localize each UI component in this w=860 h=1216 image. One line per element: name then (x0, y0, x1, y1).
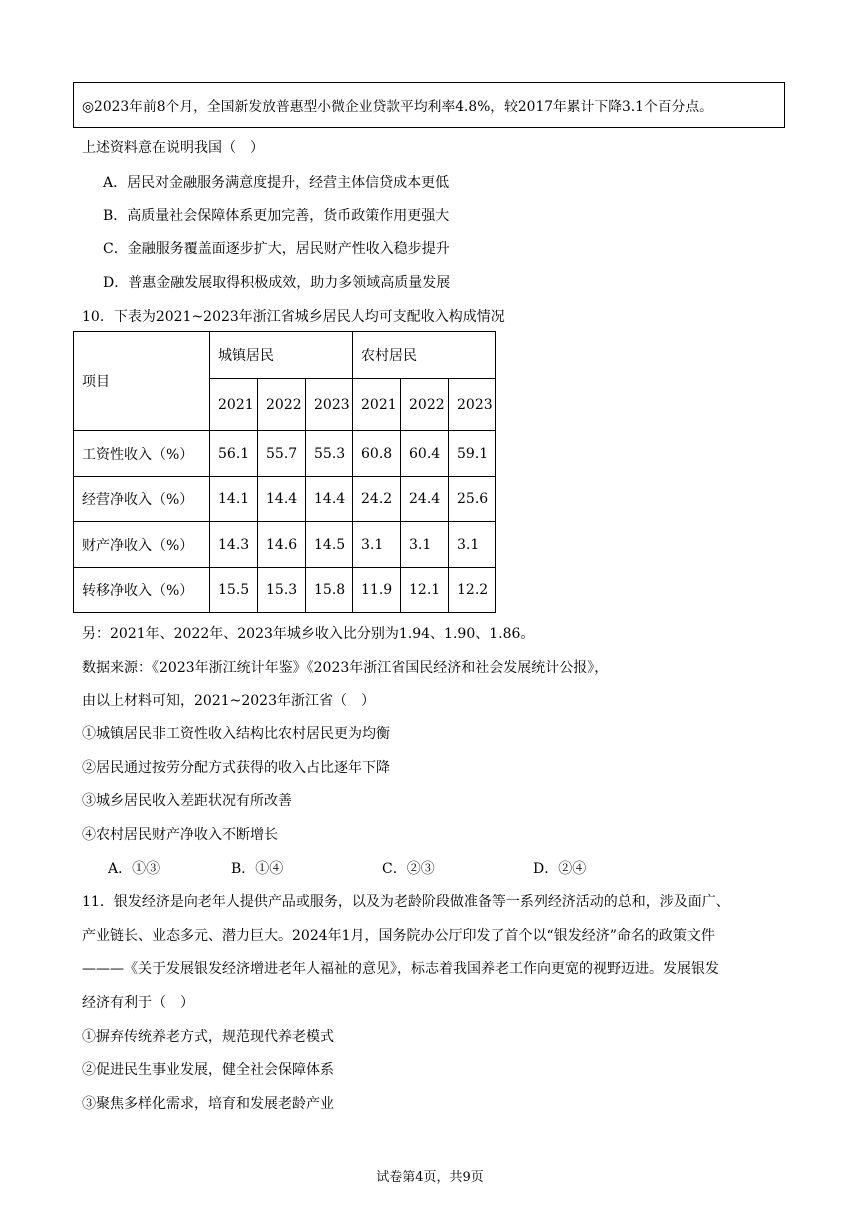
table-cell: 25.6 (449, 477, 496, 522)
q9-option-b[interactable]: B．高质量社会保障体系更加完善，货币政策作用更强大 (103, 208, 450, 224)
table-row (74, 568, 496, 613)
q10-title: 10．下表为2021~2023年浙江省城乡居民人均可支配收入构成情况 (82, 309, 505, 325)
table-cell: 11.9 (353, 568, 401, 613)
q10-note-source: 数据来源：《2023年浙江统计年鉴》《2023年浙江省国民经济和社会发展统计公报》， (82, 660, 609, 676)
q11-item-2: ②促进民生事业发展，健全社会保障体系 (82, 1062, 334, 1078)
table-cell: 59.1 (449, 431, 496, 477)
table-cell: 55.7 (258, 431, 306, 477)
table-cell: 14.6 (258, 522, 306, 568)
q9-material-text: ◎2023年前8个月，全国新发放普惠型小微企业贷款平均利率4.8%，较2017年累计下降3.1个百分点。 (82, 99, 713, 115)
q11-text-line-4: 经济有利于（ ） (82, 995, 194, 1011)
table-cell: 14.4 (306, 477, 353, 522)
q10-choice-a[interactable]: A．①③ (108, 861, 161, 877)
q11-item-1: ①摒弃传统养老方式，规范现代养老模式 (82, 1029, 334, 1045)
table-cell: 3.1 (401, 522, 449, 568)
table-group-urban: 城镇居民 (210, 332, 353, 379)
row-label: 工资性收入（%） (74, 431, 210, 477)
q10-choice-c[interactable]: C．②③ (382, 861, 435, 877)
q10-stem: 由以上材料可知，2021~2023年浙江省（ ） (82, 693, 375, 709)
q10-item-2: ②居民通过按劳分配方式获得的收入占比逐年下降 (82, 760, 390, 776)
table-cell: 14.3 (210, 522, 258, 568)
table-item-header: 项目 (74, 332, 210, 431)
table-cell: 14.1 (210, 477, 258, 522)
q9-option-a[interactable]: A．居民对金融服务满意度提升，经营主体信贷成本更低 (103, 175, 450, 191)
table-row (74, 522, 496, 568)
q9-option-c[interactable]: C．金融服务覆盖面逐步扩大，居民财产性收入稳步提升 (103, 241, 450, 257)
table-cell: 15.8 (306, 568, 353, 613)
q9-option-d[interactable]: D．普惠金融发展取得积极成效，助力多领域高质量发展 (103, 275, 451, 291)
row-label: 财产净收入（%） (74, 522, 210, 568)
row-label: 转移净收入（%） (74, 568, 210, 613)
table-cell: 14.4 (258, 477, 306, 522)
q10-choice-b[interactable]: B．①④ (231, 861, 284, 877)
table-year-header: 2021 (353, 379, 401, 431)
q11-text-line-2: 产业链长、业态多元、潜力巨大。2024年1月，国务院办公厅印发了首个以“银发经济”命名的政策文件 (82, 928, 715, 944)
table-year-header: 2023 (306, 379, 353, 431)
table-year-header: 2021 (210, 379, 258, 431)
q11-text-line-1: 11．银发经济是向老年人提供产品或服务，以及为老龄阶段做准备等一系列经济活动的总和，涉及面广、 (82, 894, 730, 910)
q9-stem: 上述资料意在说明我国（ ） (82, 140, 264, 156)
q11-text-line-3: ———《关于发展银发经济增进老年人福祉的意见》，标志着我国养老工作向更宽的视野迈进。发展银发 (82, 961, 719, 977)
table-year-header: 2022 (258, 379, 306, 431)
income-table (73, 331, 496, 613)
q10-choice-d[interactable]: D．②④ (533, 861, 587, 877)
table-cell: 15.3 (258, 568, 306, 613)
q10-item-4: ④农村居民财产净收入不断增长 (82, 827, 278, 843)
table-cell: 12.1 (401, 568, 449, 613)
q11-item-3: ③聚焦多样化需求，培育和发展老龄产业 (82, 1096, 334, 1112)
table-cell: 15.5 (210, 568, 258, 613)
table-row (74, 431, 496, 477)
table-cell: 14.5 (306, 522, 353, 568)
table-cell: 3.1 (449, 522, 496, 568)
q10-note-ratio: 另：2021年、2022年、2023年城乡收入比分别为1.94、1.90、1.86。 (82, 626, 535, 642)
q10-item-3: ③城乡居民收入差距状况有所改善 (82, 793, 292, 809)
table-year-header: 2022 (401, 379, 449, 431)
table-cell: 55.3 (306, 431, 353, 477)
page-footer: 试卷第4页，共9页 (376, 1170, 484, 1185)
table-cell: 12.2 (449, 568, 496, 613)
table-cell: 60.4 (401, 431, 449, 477)
row-label: 经营净收入（%） (74, 477, 210, 522)
table-cell: 24.2 (353, 477, 401, 522)
table-year-header: 2023 (449, 379, 496, 431)
q9-material-box (73, 82, 785, 128)
table-cell: 3.1 (353, 522, 401, 568)
table-cell: 24.4 (401, 477, 449, 522)
table-cell: 56.1 (210, 431, 258, 477)
table-cell: 60.8 (353, 431, 401, 477)
table-row (74, 477, 496, 522)
table-group-rural: 农村居民 (353, 332, 496, 379)
q10-item-1: ①城镇居民非工资性收入结构比农村居民更为均衡 (82, 726, 390, 742)
